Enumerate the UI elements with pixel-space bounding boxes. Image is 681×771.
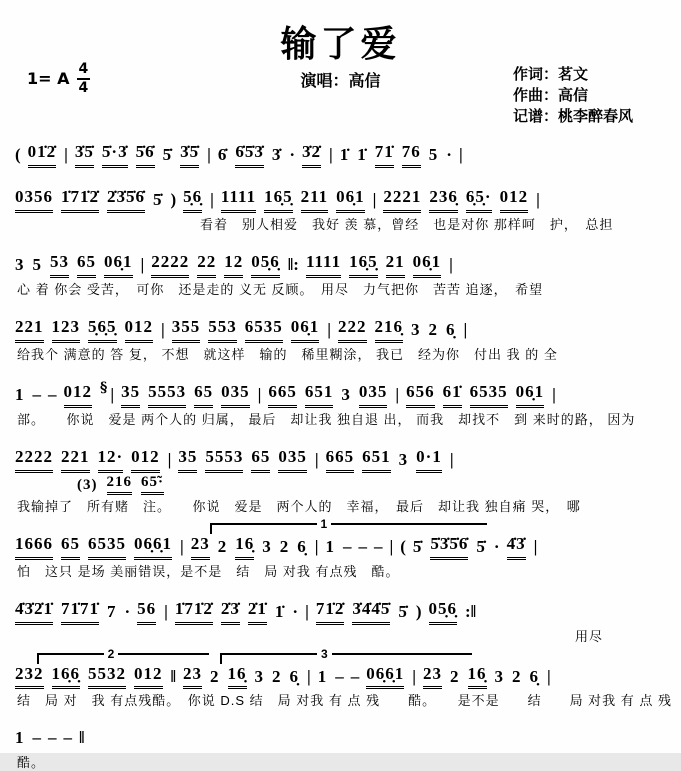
note-group: 35 bbox=[178, 446, 197, 473]
note-group: 123 bbox=[52, 316, 81, 343]
note-group: 0356 bbox=[15, 186, 53, 213]
note-group: 71̇2̇ bbox=[316, 598, 345, 625]
note-group: 2 bbox=[450, 666, 460, 686]
note-group: 5̣6̣ bbox=[183, 186, 202, 213]
notation-system bbox=[15, 130, 666, 168]
notation-system bbox=[15, 175, 666, 233]
note-group: 65 bbox=[194, 381, 213, 408]
lyrics-line: 心 着 你会 受苦， 可你 还是走的 义无 反顾。 用尽 力气把你 苦苦 追逐， 希望 bbox=[17, 281, 544, 297]
barline: | bbox=[314, 536, 319, 556]
note-group: 6535 bbox=[88, 533, 126, 560]
barline: ‖ bbox=[170, 666, 177, 686]
note-group: 16̣5̣ bbox=[349, 251, 378, 278]
note-group: 1̇ bbox=[274, 601, 285, 621]
music-symbol: – bbox=[63, 728, 72, 748]
volta-label: 2 bbox=[104, 647, 119, 661]
note-group: 1̇71̇2̇ bbox=[175, 598, 213, 625]
note-group: 2 bbox=[210, 666, 220, 686]
barline: ‖: bbox=[287, 254, 299, 274]
credit-transcriber: 记谱：桃李醉春风 bbox=[513, 109, 634, 125]
music-symbol: · bbox=[493, 536, 500, 556]
note-group: 16̣ bbox=[468, 663, 487, 690]
music-symbol: · bbox=[446, 145, 452, 164]
note-group: 6̣ bbox=[297, 536, 307, 556]
note-group: 06̣1 bbox=[291, 316, 320, 343]
lyrics-line: 我输掉了 所有赌 注。 你说 爱是 两个人的 幸福， 最后 却让我 独自痛 哭， 哪 bbox=[17, 498, 581, 514]
lyrics-line: 结 局 对 我 有点残酷。 你说 D.S 结 局 对我 有 点 残 酷。 是不是 结 局 对我 有 点 残 bbox=[17, 693, 673, 709]
note-group: 012 bbox=[64, 381, 93, 408]
notation-system bbox=[15, 587, 666, 645]
notation-system bbox=[15, 240, 666, 298]
note-group: 5̣6̣5̣ bbox=[88, 316, 117, 343]
note-group: 2222 bbox=[15, 446, 53, 473]
note-group: 5̇6̇ bbox=[136, 141, 155, 168]
note-group: 3 bbox=[341, 384, 351, 404]
note-group: 5̇ bbox=[476, 536, 486, 556]
note-group: 2221 bbox=[383, 186, 421, 213]
barline: | bbox=[458, 145, 463, 164]
barline: | bbox=[140, 254, 145, 274]
note-group: 1111 bbox=[221, 186, 256, 213]
note-group: 65̃· bbox=[141, 474, 164, 495]
note-group: 65 bbox=[251, 446, 270, 473]
music-symbol: – bbox=[48, 728, 57, 748]
note-group: 1̇71̇2̇ bbox=[61, 186, 99, 213]
barline: | bbox=[167, 449, 172, 469]
note-group: 6̣ bbox=[289, 666, 300, 686]
music-symbol: – bbox=[32, 384, 41, 404]
music-symbol: – bbox=[343, 536, 352, 556]
note-group: 1 bbox=[15, 728, 25, 748]
performer-credit: 演唱：高信 bbox=[300, 73, 381, 90]
note-group: 5̇3̇5̇6̇ bbox=[430, 533, 468, 560]
notation-system bbox=[15, 646, 673, 710]
note-group: 1666 bbox=[15, 533, 53, 560]
note-group: 05̣6̣ bbox=[429, 598, 458, 625]
music-symbol: – bbox=[374, 536, 383, 556]
credit-lyricist: 作词：茗文 bbox=[513, 67, 589, 83]
note-group: 1 bbox=[317, 666, 328, 686]
music-symbol: ( bbox=[15, 145, 21, 164]
barline: :‖ bbox=[465, 601, 477, 621]
note-group: 355 bbox=[172, 316, 201, 343]
note-group: (3) bbox=[77, 476, 98, 493]
note-group: 2 bbox=[512, 666, 522, 686]
note-group: 71̇ bbox=[375, 141, 394, 168]
note-group: 53 bbox=[50, 251, 69, 278]
note-group: 23 bbox=[191, 533, 210, 560]
barline: | bbox=[412, 666, 417, 686]
barline: | bbox=[372, 189, 377, 209]
volta-label: 3 bbox=[317, 647, 332, 661]
note-group: 5553 bbox=[148, 381, 186, 408]
note-group: 012 bbox=[125, 316, 154, 343]
barline: | bbox=[305, 601, 309, 621]
note-group: 1 bbox=[15, 384, 25, 404]
key-label: 1= A bbox=[27, 69, 70, 89]
note-group: 35 bbox=[121, 381, 140, 408]
barline: | bbox=[449, 449, 454, 469]
note-group: 2̇3̇5̇6̇ bbox=[107, 186, 145, 213]
notation-system bbox=[15, 370, 666, 428]
note-group: 035 bbox=[278, 446, 307, 473]
note-group: 665 bbox=[268, 381, 297, 408]
note-group: 0·1 bbox=[416, 446, 442, 473]
barline: | bbox=[161, 319, 165, 339]
barline: | bbox=[552, 384, 556, 404]
credits-block bbox=[513, 65, 633, 128]
music-symbol: – bbox=[350, 666, 360, 686]
music-symbol: – bbox=[358, 536, 367, 556]
lyrics-line: 给我个 满意的 答 复， 不想 就这样 输的 稀里糊涂， 我已 经为你 付出 我 的 全 bbox=[17, 346, 558, 362]
note-group: 5 bbox=[32, 254, 42, 274]
note-group: 3 bbox=[262, 536, 272, 556]
note-group: 56 bbox=[137, 598, 156, 625]
note-group: 06̣1 bbox=[336, 186, 365, 213]
barline: | bbox=[395, 384, 400, 404]
lyrics-line: 酷。 bbox=[17, 755, 46, 771]
note-group: 5̇·3̇ bbox=[102, 141, 128, 168]
note-group: 7 bbox=[107, 601, 117, 621]
credit-composer: 作曲：高信 bbox=[513, 88, 589, 104]
note-group: 1111 bbox=[306, 251, 341, 278]
note-group: 3̇2̇ bbox=[302, 141, 321, 168]
note-group: 3̇4̇4̇5̇ bbox=[352, 598, 390, 625]
note-group: 6̇ bbox=[217, 145, 228, 164]
notation-system bbox=[15, 305, 666, 363]
notation-line bbox=[15, 435, 666, 473]
note-group: 6̣ bbox=[446, 319, 456, 339]
barline: | bbox=[207, 145, 211, 164]
music-symbol: · bbox=[124, 601, 131, 621]
note-group: 2222 bbox=[151, 251, 189, 278]
time-signature-numerator: 4 bbox=[77, 62, 91, 80]
score-systems bbox=[15, 130, 673, 771]
barline: ‖ bbox=[79, 728, 85, 748]
notation-system bbox=[15, 716, 666, 771]
note-group: 6̇5̇3̇ bbox=[235, 141, 264, 168]
note-group: 3 bbox=[398, 449, 409, 469]
note-group: 06̣1 bbox=[516, 381, 545, 408]
note-group: 5̇ bbox=[153, 189, 163, 209]
note-group: 16̣ bbox=[235, 533, 254, 560]
note-group: 5532 bbox=[88, 663, 126, 690]
note-group: 222 bbox=[338, 316, 367, 343]
note-group: 1̇ bbox=[357, 145, 367, 164]
note-group: 3 bbox=[254, 666, 265, 686]
note-group: 656 bbox=[406, 381, 435, 408]
barline: | bbox=[257, 384, 262, 404]
note-group: 3̇5̇ bbox=[180, 141, 199, 168]
music-symbol: ) bbox=[415, 601, 422, 621]
note-group: 665 bbox=[326, 446, 355, 473]
barline: | bbox=[329, 145, 333, 164]
note-group: 553 bbox=[208, 316, 237, 343]
barline: | bbox=[327, 319, 331, 339]
notation-line bbox=[15, 370, 666, 408]
notation-line bbox=[15, 240, 666, 278]
barline: | bbox=[307, 666, 311, 686]
barline: | bbox=[449, 254, 453, 274]
music-symbol: – bbox=[335, 666, 344, 686]
note-group: 06̣6̣1 bbox=[134, 533, 172, 560]
note-group: 3 bbox=[494, 666, 505, 686]
music-symbol: · bbox=[292, 601, 299, 621]
note-group: 221 bbox=[61, 446, 90, 473]
note-group: 5̇ bbox=[162, 145, 173, 164]
ossia-line bbox=[77, 474, 666, 495]
note-group: 232 bbox=[15, 663, 44, 690]
barline: | bbox=[210, 189, 214, 209]
note-group: 01̇2̇ bbox=[28, 141, 57, 168]
note-group: 65 bbox=[77, 251, 96, 278]
note-group: 3 bbox=[15, 254, 25, 274]
note-group: 216̣ bbox=[375, 316, 404, 343]
note-group: 65 bbox=[61, 533, 80, 560]
note-group: 211 bbox=[301, 186, 329, 213]
time-signature-denominator: 4 bbox=[78, 79, 89, 96]
note-group: 2 bbox=[217, 536, 228, 556]
barline: | bbox=[463, 319, 468, 339]
note-group: 012 bbox=[500, 186, 529, 213]
note-group: 012 bbox=[134, 663, 163, 690]
note-group: 06̣1 bbox=[104, 251, 133, 278]
note-group: 5553 bbox=[205, 446, 243, 473]
segno-icon: § bbox=[100, 379, 109, 396]
note-group: 1 bbox=[325, 536, 335, 556]
volta-bracket bbox=[37, 646, 209, 664]
note-group: 16̣6̣ bbox=[52, 663, 81, 690]
lyrics-line: 看着 别人相爱 我好 羡 慕，曾经 也是对你 那样呵 护， 总担 bbox=[200, 216, 614, 232]
lyrics-line: 用尽 bbox=[575, 628, 604, 644]
barline: | bbox=[547, 666, 551, 686]
note-group: 12 bbox=[224, 251, 243, 278]
music-symbol: ) bbox=[170, 189, 177, 209]
note-group: 5 bbox=[428, 145, 439, 164]
note-group: 6535 bbox=[470, 381, 508, 408]
music-symbol: · bbox=[289, 145, 296, 164]
note-group: 5̇ bbox=[398, 601, 408, 621]
note-group: 71̇71̇ bbox=[61, 598, 99, 625]
song-title: 输了爱 bbox=[280, 24, 401, 65]
note-group: 21 bbox=[386, 251, 405, 278]
music-symbol: – bbox=[48, 384, 57, 404]
notation-system bbox=[15, 516, 666, 580]
note-group: 5̇ bbox=[412, 536, 423, 556]
notation-line bbox=[15, 587, 666, 625]
note-group: 2 bbox=[272, 666, 282, 686]
music-symbol: ( bbox=[400, 536, 406, 556]
note-group: 6̣5̣· bbox=[466, 186, 492, 213]
barline: | bbox=[164, 601, 168, 621]
note-group: 22 bbox=[197, 251, 216, 278]
volta-label: 1 bbox=[317, 517, 332, 531]
note-group: 3̇5̇ bbox=[75, 141, 94, 168]
note-group: 3̇ bbox=[271, 145, 282, 164]
note-group: 12· bbox=[98, 446, 124, 473]
note-group: 651 bbox=[362, 446, 391, 473]
note-group: 236̣ bbox=[429, 186, 458, 213]
note-group: 23 bbox=[423, 663, 442, 690]
note-group: 035 bbox=[359, 381, 388, 408]
note-group: 23 bbox=[183, 663, 202, 690]
volta-bracket bbox=[220, 646, 472, 664]
barline: | bbox=[389, 536, 394, 556]
note-group: 61̇ bbox=[443, 381, 462, 408]
note-group: 012 bbox=[131, 446, 160, 473]
notation-line bbox=[15, 175, 666, 213]
note-group: 06̣1 bbox=[413, 251, 442, 278]
barline: | bbox=[533, 536, 538, 556]
note-group: 6̣ bbox=[529, 666, 540, 686]
note-group: 16̣ bbox=[228, 663, 247, 690]
barline: | bbox=[64, 145, 68, 164]
note-group: 05̣6̣ bbox=[251, 251, 280, 278]
lyrics-line: 怕 这只 是场 美丽错误，是不是 结 局 对我 有点残 酷。 bbox=[17, 563, 400, 579]
notation-line bbox=[15, 305, 666, 343]
note-group: 6535 bbox=[245, 316, 283, 343]
note-group: 2 bbox=[428, 319, 438, 339]
notation-system bbox=[15, 435, 666, 515]
barline: | bbox=[314, 449, 319, 469]
note-group: 16̣5̣ bbox=[264, 186, 293, 213]
note-group: 1̇ bbox=[339, 145, 350, 164]
note-group: 3 bbox=[411, 319, 421, 339]
note-group: 76 bbox=[402, 141, 421, 168]
volta-bracket bbox=[210, 516, 487, 534]
barline: | bbox=[536, 189, 540, 209]
note-group: 651 bbox=[305, 381, 334, 408]
note-group: 216 bbox=[107, 474, 133, 495]
music-symbol: – bbox=[32, 728, 41, 748]
note-group: 221 bbox=[15, 316, 44, 343]
notation-line bbox=[15, 716, 666, 751]
lyrics-line: 部。 你说 爱是 两个人的 归属， 最后 却让我 独自退 出， 而我 却找不 到 来时的路， 因为 bbox=[17, 411, 636, 427]
header bbox=[15, 10, 666, 128]
notation-line bbox=[15, 130, 666, 168]
barline: | bbox=[180, 536, 184, 556]
note-group: 2 bbox=[279, 536, 290, 556]
note-group: 2̇3̇ bbox=[221, 598, 240, 625]
note-group: 4̇3̇2̇1̇ bbox=[15, 598, 53, 625]
note-group: 06̣6̣1 bbox=[366, 663, 404, 690]
note-group: 035 bbox=[221, 381, 250, 408]
note-group: 2̇1̇ bbox=[248, 598, 267, 625]
barline: | bbox=[110, 384, 115, 404]
note-group: 4̇3̇ bbox=[507, 533, 526, 560]
